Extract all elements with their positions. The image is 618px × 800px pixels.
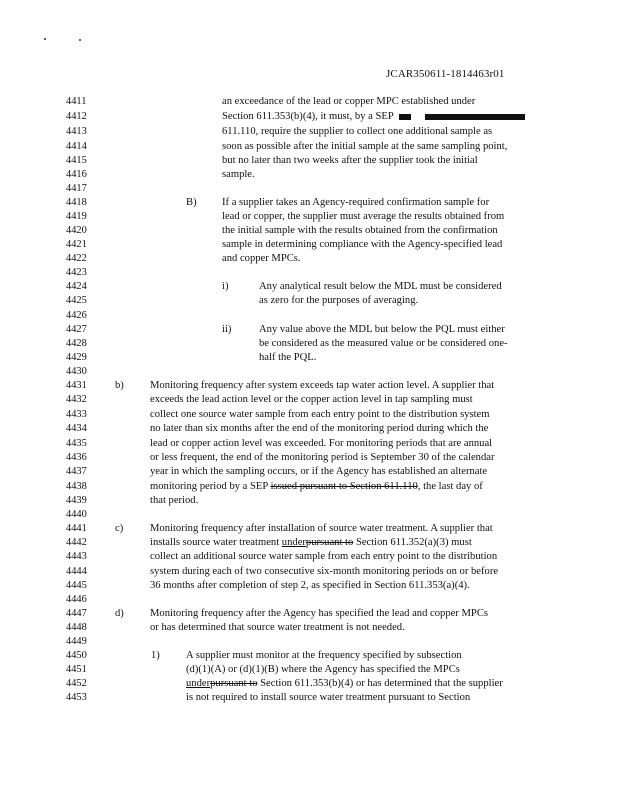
- scan-speck: [79, 39, 81, 41]
- text-segment: Section 611.353(b)(4), it must, by a SEP: [222, 111, 394, 122]
- text-line: sample in determining compliance with the Agency-specified lead: [222, 239, 503, 250]
- line-number: 4449: [66, 636, 87, 647]
- scan-speck: [44, 38, 46, 40]
- line-number: 4438: [66, 481, 87, 492]
- text-line: year in which the sampling occurs, or if the Agency has established an alternate: [150, 466, 488, 477]
- line-number: 4441: [66, 523, 87, 534]
- list-label: b): [115, 380, 124, 391]
- line-number: 4430: [66, 366, 87, 377]
- text-line: Monitoring frequency after the Agency has specified the lead and copper MPCs: [150, 608, 489, 619]
- text-line: Monitoring frequency after installation of source water treatment. A supplier that: [150, 523, 493, 534]
- text-line: [150, 481, 483, 492]
- list-label: i): [222, 281, 229, 292]
- line-number: 4431: [66, 380, 87, 391]
- line-number: 4435: [66, 438, 87, 449]
- text-segment: installs source water treatment: [150, 537, 282, 548]
- line-number: 4416: [66, 169, 87, 180]
- line-number: 4428: [66, 338, 87, 349]
- struck-text: pursuant to: [210, 678, 258, 689]
- text-line: If a supplier takes an Agency-required confirmation sample for: [222, 197, 490, 208]
- text-line: system during each of two consecutive six-month monitoring periods on or before: [150, 566, 499, 577]
- text-line: or less frequent, the end of the monitoring period is September 30 of the calendar: [150, 452, 495, 463]
- line-number: 4434: [66, 423, 87, 434]
- list-label: B): [186, 197, 197, 208]
- struck-text: pursuant to: [305, 537, 354, 548]
- text-line: half the PQL.: [259, 352, 317, 363]
- line-number: 4448: [66, 622, 87, 633]
- text-line: no later than six months after the end of the monitoring period during which the: [150, 423, 489, 434]
- line-number: 4412: [66, 111, 87, 122]
- line-number: 4439: [66, 495, 87, 506]
- text-segment: , the last day of: [417, 481, 483, 492]
- line-number: 4421: [66, 239, 87, 250]
- line-number: 4451: [66, 664, 87, 675]
- line-number: 4417: [66, 183, 87, 194]
- text-segment: monitoring period by a SEP: [150, 481, 268, 492]
- text-line: Monitoring frequency after system exceeds tap water action level. A supplier that: [150, 380, 495, 391]
- text-line: lead or copper, the supplier must average the results obtained from: [222, 211, 505, 222]
- text-line: [150, 537, 472, 548]
- list-label: d): [115, 608, 124, 619]
- text-line: 611.110, require the supplier to collect one additional sample as: [222, 126, 493, 137]
- line-number: 4424: [66, 281, 87, 292]
- inserted-text: under: [281, 537, 306, 548]
- text-line: an exceedance of the lead or copper MPC established under: [222, 96, 476, 107]
- line-number: 4445: [66, 580, 87, 591]
- list-label: c): [115, 523, 124, 534]
- text-line: and copper MPCs.: [222, 253, 301, 264]
- inserted-text: under: [186, 678, 211, 689]
- line-number: 4420: [66, 225, 87, 236]
- text-line: that period.: [150, 495, 199, 506]
- line-number: 4437: [66, 466, 87, 477]
- text-line: as zero for the purposes of averaging.: [259, 295, 419, 306]
- line-number: 4446: [66, 594, 87, 605]
- text-line: but no later than two weeks after the supplier took the initial: [222, 155, 478, 166]
- line-number: 4443: [66, 551, 87, 562]
- line-number: 4450: [66, 650, 87, 661]
- line-number: 4447: [66, 608, 87, 619]
- text-segment: Section 611.353(b)(4) or has determined that the supplier: [257, 678, 503, 689]
- line-number: 4427: [66, 324, 87, 335]
- line-number: 4436: [66, 452, 87, 463]
- line-number: 4423: [66, 267, 87, 278]
- list-label: 1): [151, 650, 160, 661]
- line-number: 4418: [66, 197, 87, 208]
- text-line: sample.: [222, 169, 255, 180]
- text-line: the initial sample with the results obtained from the confirmation: [222, 225, 498, 236]
- text-line: exceeds the lead action level or the copper action level in tap sampling must: [150, 394, 473, 405]
- line-number: 4433: [66, 409, 87, 420]
- text-line: [222, 111, 525, 122]
- text-line: lead or copper action level was exceeded. For monitoring periods that are annual: [150, 438, 493, 449]
- text-line: Any value above the MDL but below the PQL must either: [259, 324, 505, 335]
- line-number: 4413: [66, 126, 87, 137]
- document-id: JCAR350611-1814463r01: [386, 68, 505, 80]
- line-number: 4411: [66, 96, 87, 107]
- text-line: (d)(1)(A) or (d)(1)(B) where the Agency has specified the MPCs: [186, 664, 460, 675]
- list-label: ii): [222, 324, 232, 335]
- struck-text: issued pursuant to Section 611.110: [270, 481, 418, 492]
- text-line: or has determined that source water treatment is not needed.: [150, 622, 405, 633]
- text-line: be considered as the measured value or be considered one-: [259, 338, 508, 349]
- line-number: 4425: [66, 295, 87, 306]
- redaction-mark: [425, 114, 525, 120]
- line-number: 4444: [66, 566, 87, 577]
- text-line: [186, 678, 503, 689]
- text-line: A supplier must monitor at the frequency specified by subsection: [186, 650, 462, 661]
- line-number: 4422: [66, 253, 87, 264]
- line-number: 4426: [66, 310, 87, 321]
- line-number: 4453: [66, 692, 87, 703]
- line-number: 4414: [66, 141, 87, 152]
- line-number: 4415: [66, 155, 87, 166]
- line-number: 4429: [66, 352, 87, 363]
- line-number: 4442: [66, 537, 87, 548]
- line-number: 4452: [66, 678, 87, 689]
- text-line: is not required to install source water treatment pursuant to Section: [186, 692, 471, 703]
- text-segment: Section 611.352(a)(3) must: [353, 537, 472, 548]
- text-line: soon as possible after the initial sample at the same sampling point,: [222, 141, 508, 152]
- text-line: collect an additional source water sample from each entry point to the distribution: [150, 551, 498, 562]
- redaction-mark: [399, 114, 411, 120]
- line-number: 4432: [66, 394, 87, 405]
- line-number: 4419: [66, 211, 87, 222]
- text-line: collect one source water sample from each entry point to the distribution system: [150, 409, 490, 420]
- text-line: 36 months after completion of step 2, as specified in Section 611.353(a)(4).: [150, 580, 470, 591]
- text-line: Any analytical result below the MDL must be considered: [259, 281, 502, 292]
- line-number: 4440: [66, 509, 87, 520]
